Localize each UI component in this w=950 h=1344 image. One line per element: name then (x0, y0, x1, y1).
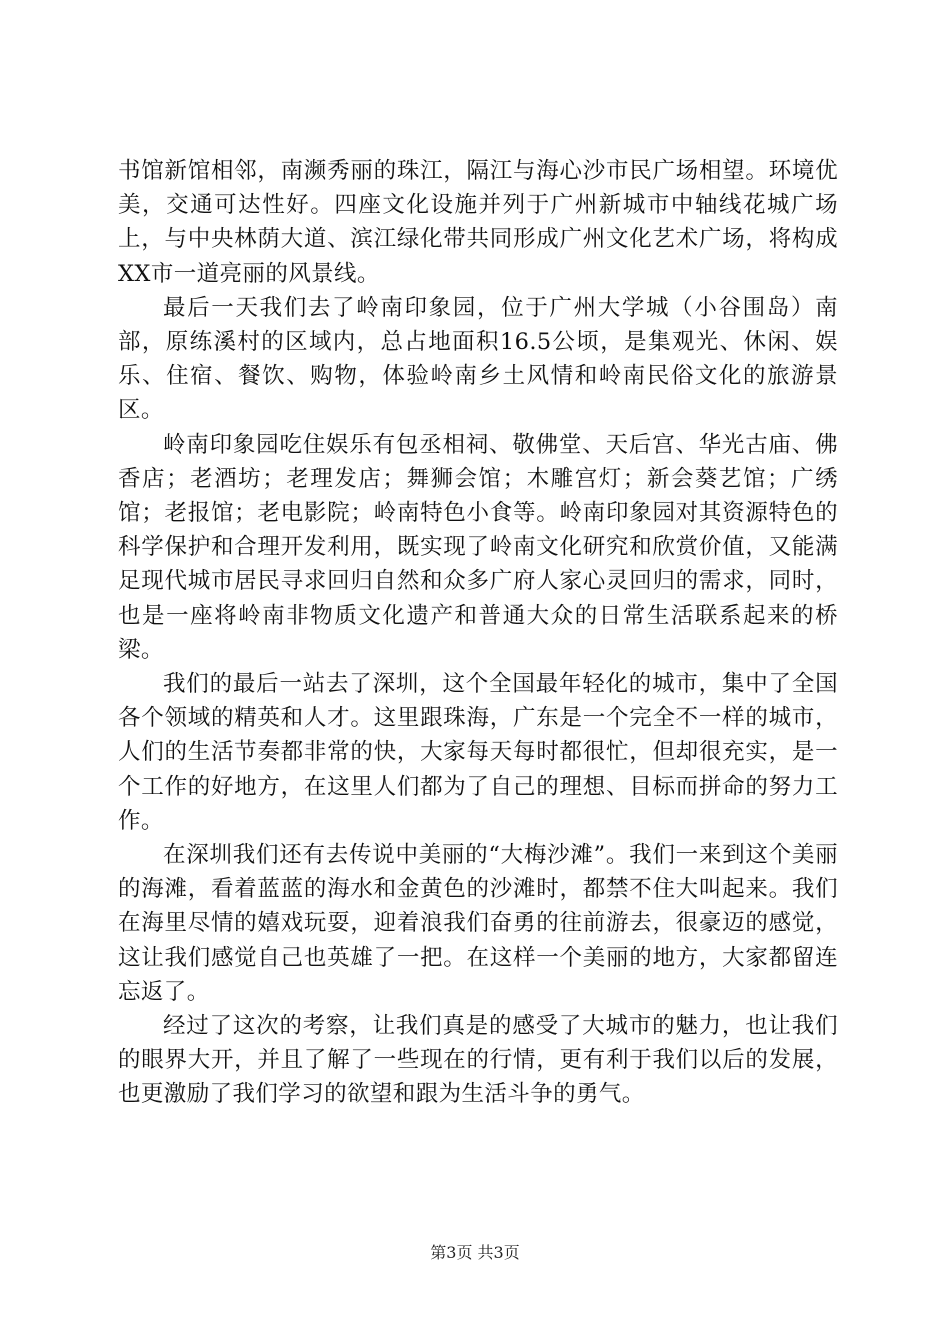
paragraph-1: 书馆新馆相邻，南濒秀丽的珠江，隔江与海心沙市民广场相望。环境优美，交通可达性好。四座文化设施并列于广州新城市中轴线花城广场上，与中央林荫大道、滨江绿化带共同形成广州文化艺术广场，将构成XX市一道亮丽的风景线。 (118, 158, 838, 287)
paragraph-5: 在深圳我们还有去传说中美丽的“大梅沙滩”。我们一来到这个美丽的海滩，看着蓝蓝的海水和金黄色的沙滩时，都禁不住大叫起来。我们在海里尽情的嬉戏玩耍，迎着浪我们奋勇的往前游去，很豪迈的感觉，这让我们感觉自己也英雄了一把。在这样一个美丽的地方，大家都留连忘返了。 (118, 842, 838, 1005)
paragraph-4: 我们的最后一站去了深圳，这个全国最年轻化的城市，集中了全国各个领域的精英和人才。这里跟珠海，广东是一个完全不一样的城市，人们的生活节奏都非常的快，大家每天每时都很忙，但却很充实，是一个工作的好地方，在这里人们都为了自己的理想、目标而拼命的努力工作。 (118, 671, 838, 834)
page-number-footer: 第3页 共3页 (430, 1243, 520, 1262)
paragraph-6: 经过了这次的考察，让我们真是的感受了大城市的魅力，也让我们的眼界大开，并且了解了一些现在的行情，更有利于我们以后的发展，也更激励了我们学习的欲望和跟为生活斗争的勇气。 (118, 1013, 838, 1108)
document-body (118, 154, 838, 1112)
paragraph-2: 最后一天我们去了岭南印象园，位于广州大学城（小谷围岛）南部，原练溪村的区域内，总占地面积16.5公顷，是集观光、休闲、娱乐、住宿、餐饮、购物，体验岭南乡土风情和岭南民俗文化的旅游景区。 (118, 294, 838, 424)
paragraph-3: 岭南印象园吃住娱乐有包丞相祠、敬佛堂、天后宫、华光古庙、佛香店；老酒坊；老理发店；舞狮会馆；木雕宫灯；新会葵艺馆；广绣馆；老报馆；老电影院；岭南特色小食等。岭南印象园对其资源特色的科学保护和合理开发利用，既实现了岭南文化研究和欣赏价值，又能满足现代城市居民寻求回归自然和众多广府人家心灵回归的需求，同时，也是一座将岭南非物质文化遗产和普通大众的日常生活联系起来的桥梁。 (118, 431, 838, 663)
